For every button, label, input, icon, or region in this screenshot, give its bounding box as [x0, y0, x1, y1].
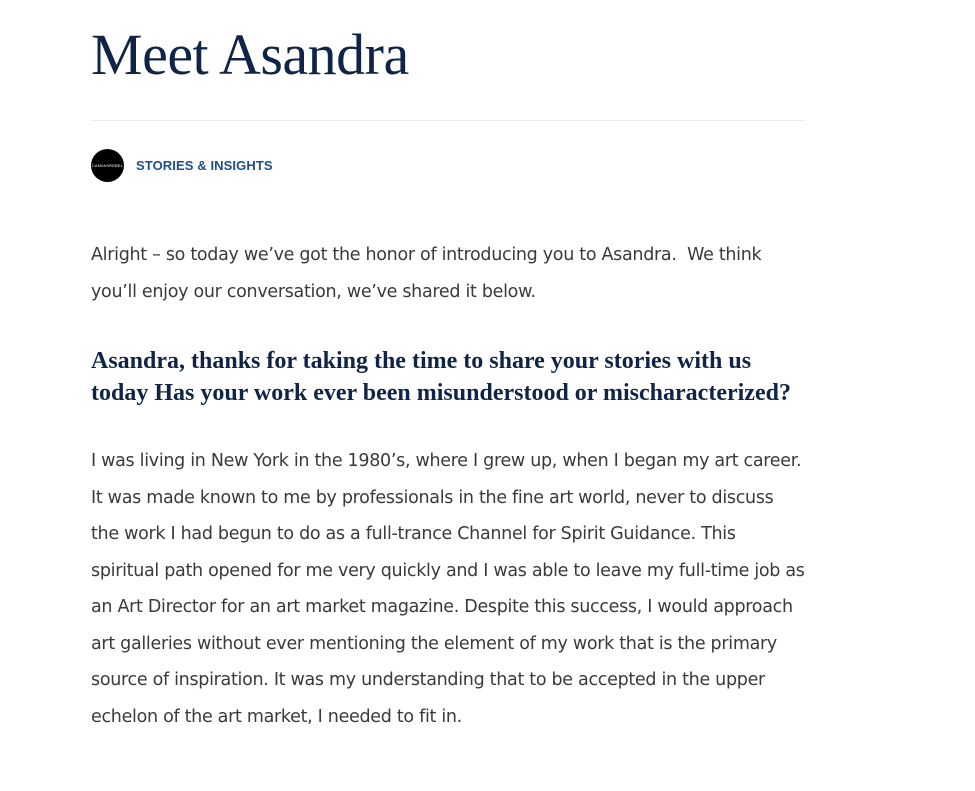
article-meta: [91, 149, 273, 182]
intro-paragraph: Alright – so today we’ve got the honor of introducing you to Asandra. We think you’ll enjoy our conversation, we’ve shared it below.: [91, 245, 762, 302]
interview-question: Asandra, thanks for taking the time to share your stories with us today Has your work ever been misunderstood or mischaracterized?: [91, 348, 791, 406]
avatar-logo-text: CANVASREBEL: [91, 163, 124, 168]
author-avatar[interactable]: [91, 149, 124, 182]
interview-answer: I was living in New York in the 1980’s, where I grew up, when I began my art career. It was made known to me by professionals in the fine art world, never to discuss the work I had begun to do as a full-trance Channel for Spirit Guidance. This spiritual path opened for me very quickly and I was able to leave my full-time job as an Art Director for an art market magazine. Despite this success, I would approach art galleries without ever mentioning the element of my work that is the primary source of inspiration. It was my understanding that to be accepted in the upper echelon of the art market, I needed to fit in.: [91, 451, 805, 727]
category-link[interactable]: STORIES & INSIGHTS: [136, 158, 273, 173]
title-divider: [91, 120, 805, 121]
page-title: Meet Asandra: [91, 22, 409, 87]
